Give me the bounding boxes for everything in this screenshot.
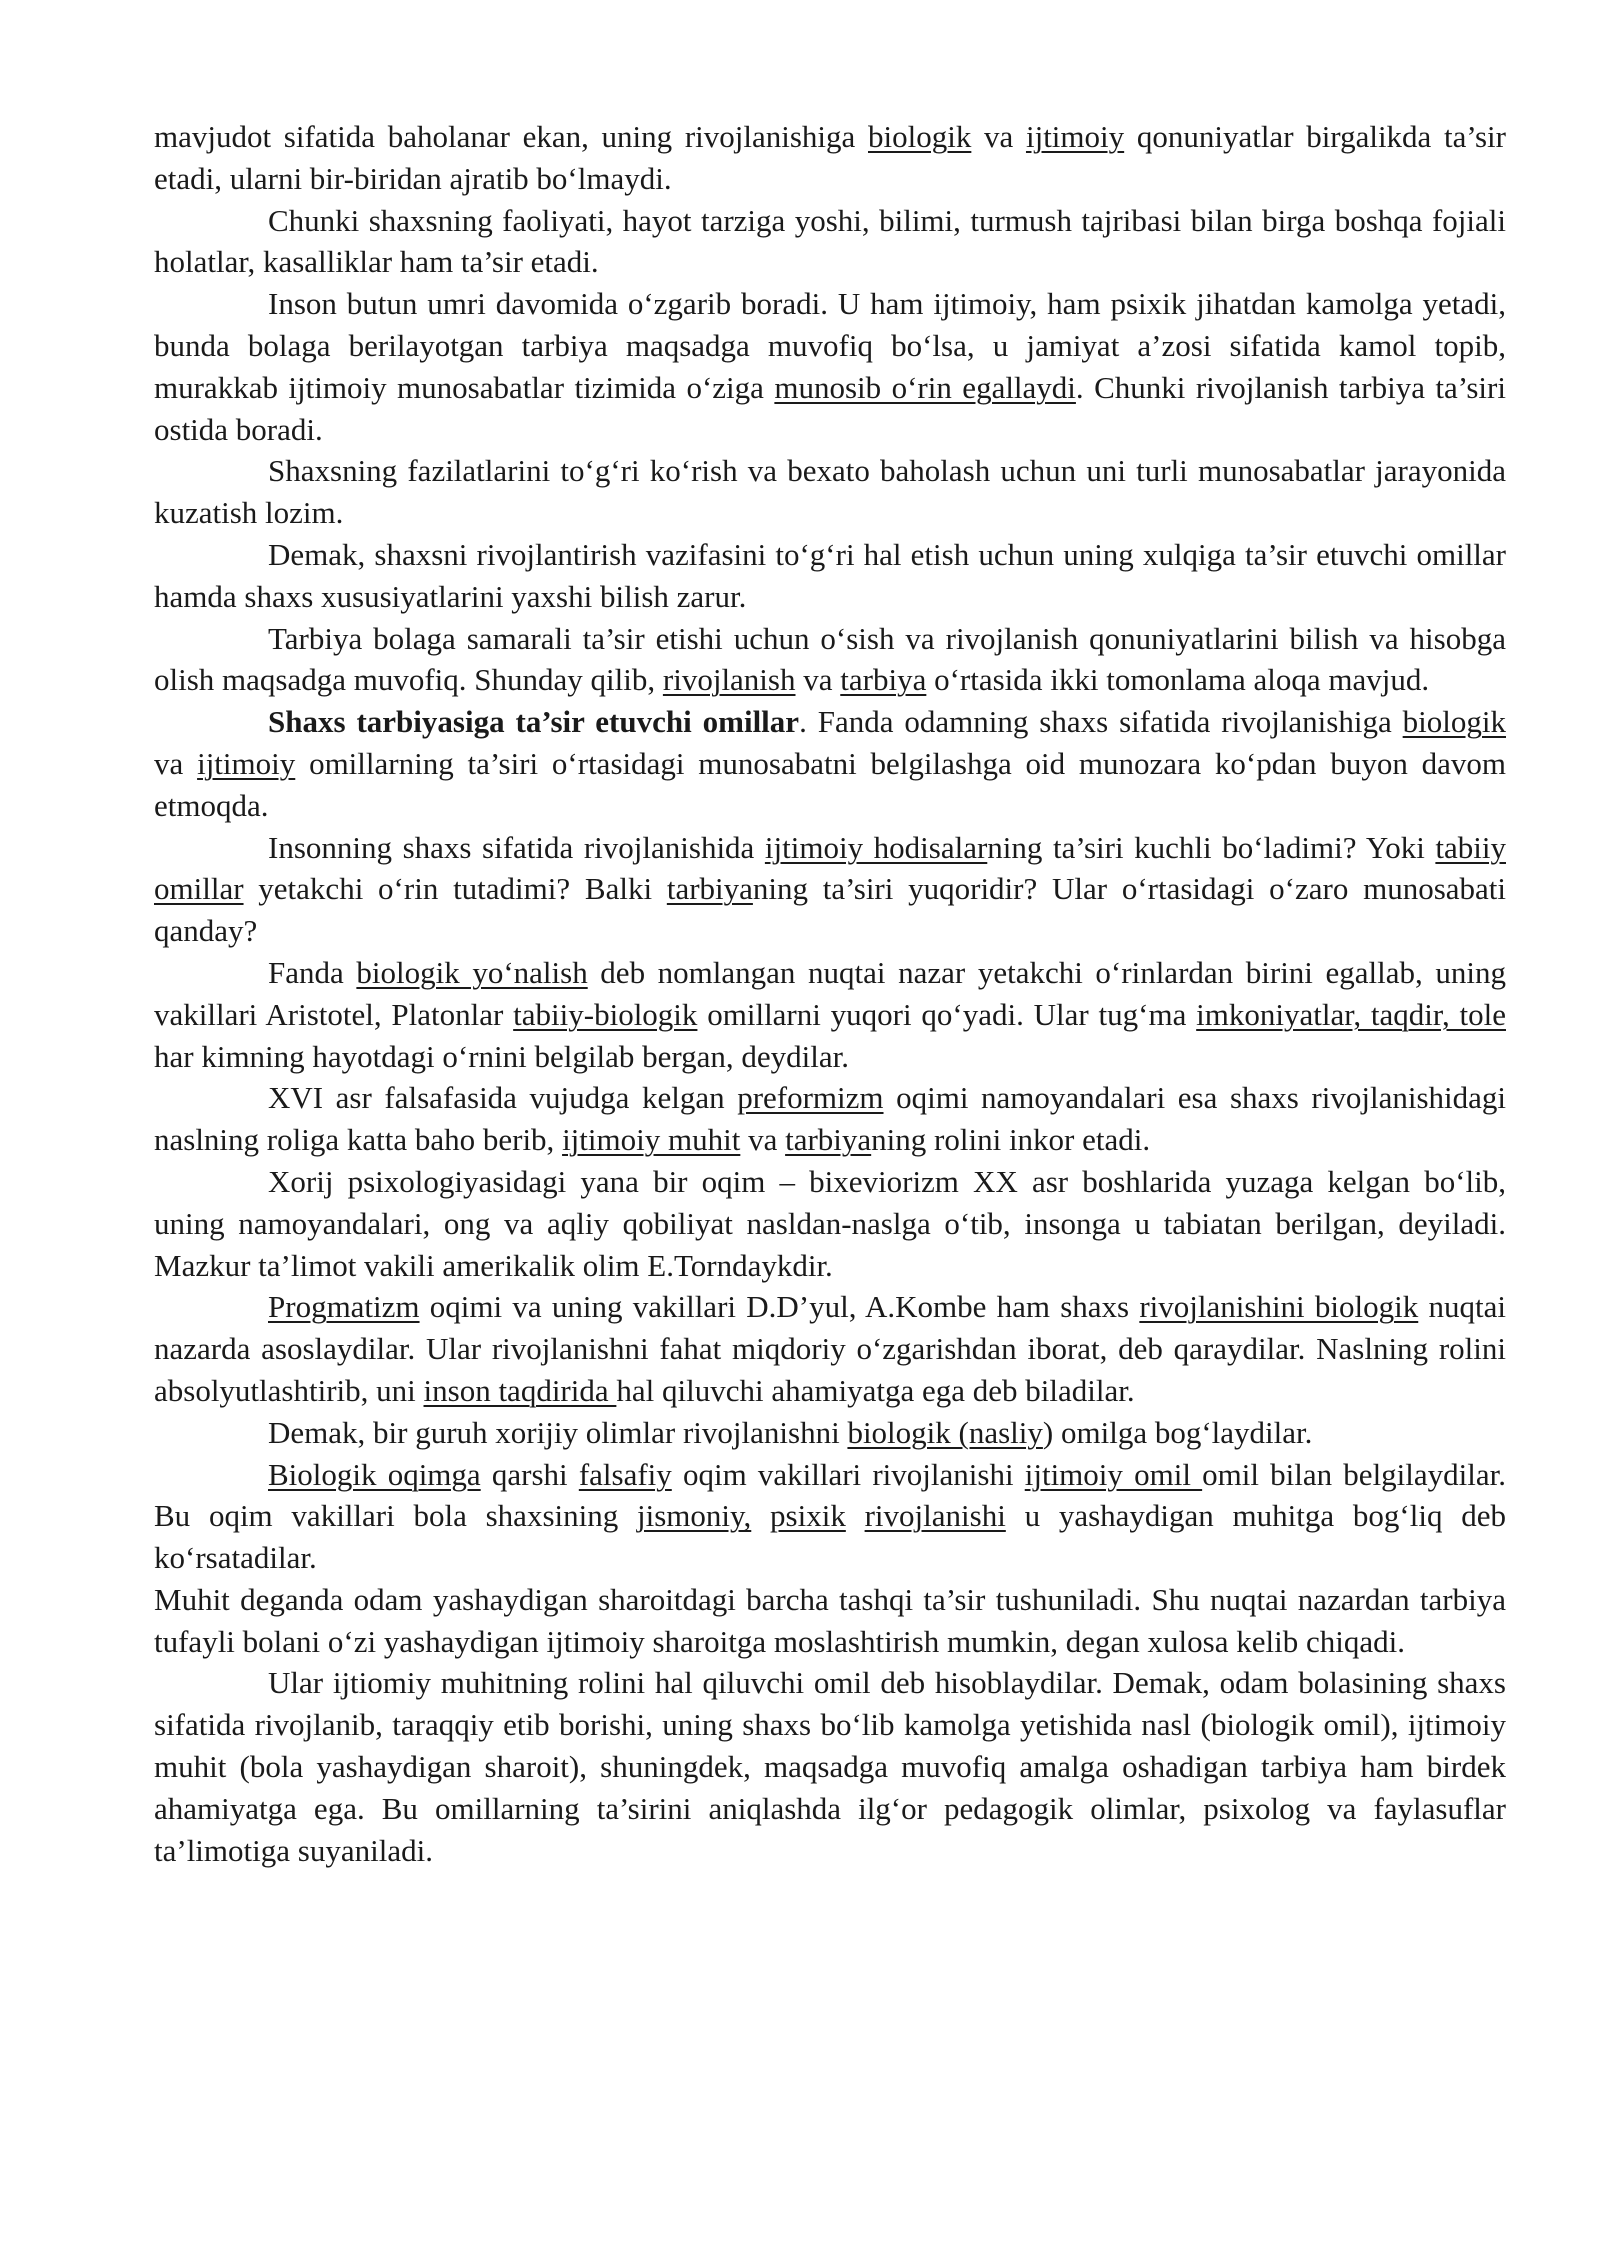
text-run: o‘rtasida ikki tomonlama aloqa mavjud. <box>926 662 1430 698</box>
text-run: har kimning hayotdagi o‘rnini belgilab bergan, deydilar. <box>154 1038 850 1074</box>
text-run: Ular ijtiomiy muhitning rolini hal qiluvchi omil deb hisoblaydilar. Demak, odam bolasining shaxs sifatida rivojlanib, taraqqiy etib borishi, uning shaxs bo‘lib kamolga yetishida nasl (biologik omil), ijtimoiy muhit (bola yashaydigan sharoit), shuningdek, maqsadga muvofiq amalga oshadigan tarbiya ham birdek ahamiyatga ega. Bu omillarning ta’sirini aniqlashda ilg‘or pedagogik olimlar, psixolog va faylasuflar ta’limotiga suyaniladi. <box>154 1665 1506 1868</box>
underlined-term: Biologik oqimga <box>268 1456 481 1492</box>
text-run: oqimi namoyandalari esa shaxs rivojlanishidagi naslning roliga katta baho berib, <box>154 1080 1506 1158</box>
paragraph <box>154 1412 1506 1454</box>
text-run: u yashaydigan muhitga bog‘liq deb ko‘rsatadilar. <box>154 1498 1506 1576</box>
underlined-term: munosib o‘rin egallaydi <box>774 369 1076 405</box>
paragraph <box>154 1579 1506 1663</box>
underlined-term: ijtimoiy <box>197 745 296 781</box>
text-run: Shaxsning fazilatlarini to‘g‘ri ko‘rish va bexato baholash uchun uni turli munosabatlar jarayonida kuzatish lozim. <box>154 453 1506 531</box>
paragraph <box>154 952 1506 1077</box>
underlined-term: jismoniy, <box>637 1498 752 1534</box>
text-run: Xorij psixologiyasidagi yana bir oqim – bixeviorizm XX asr boshlarida yuzaga kelgan bo‘lib, uning namoyandalari, ong va aqliy qobiliyat nasldan-naslga o‘tib, insonga u tabiatan berilgan, deyiladi. Mazkur ta’limot vakili amerikalik olim E.Torndaykdir. <box>154 1163 1506 1283</box>
underlined-term: tarbiya <box>785 1122 872 1158</box>
paragraph <box>154 701 1506 826</box>
text-run: yetakchi o‘rin tutadimi? Balki <box>243 871 667 907</box>
text-run: oqim vakillari rivojlanishi <box>671 1456 1025 1492</box>
paragraph <box>154 534 1506 618</box>
paragraph <box>154 827 1506 952</box>
paragraph <box>154 1286 1506 1411</box>
text-run: Fanda <box>268 954 357 990</box>
underlined-term: inson taqdirida <box>423 1372 617 1408</box>
underlined-term: Progmatizm <box>268 1289 420 1325</box>
underlined-term: falsafiy <box>578 1456 672 1492</box>
text-run: qonuniyatlar birgalikda ta’sir etadi, ularni bir-biridan ajratib bo‘lmaydi. <box>154 119 1506 196</box>
text-run: Inson butun umri davomida o‘zgarib boradi. U ham ijtimoiy, ham psixik jihatdan kamolga yetadi, bunda bolaga berilayotgan tarbiya maqsadga muvofiq bo‘lsa, u jamiyat a’zosi sifatida kamol topib, murakkab ijtimoiy munosabatlar tizimida o‘ziga <box>154 286 1506 405</box>
paragraph <box>154 1077 1506 1161</box>
underlined-term: biologik <box>868 119 972 154</box>
paragraph <box>154 1454 1506 1579</box>
text-run: oqimi va uning vakillari D.D’yul, A.Kombe ham shaxs <box>419 1289 1140 1325</box>
text-run: Demak, bir guruh xorijiy olimlar rivojlanishni <box>268 1414 848 1450</box>
text-run <box>846 1498 865 1533</box>
paragraph <box>154 450 1506 534</box>
text-run: omillarning ta’siri o‘rtasidagi munosabatni belgilashga oid munozara ko‘pdan buyon davom etmoqda. <box>154 745 1506 823</box>
underlined-term: tabiiy omillar <box>154 829 1506 907</box>
underlined-term: tarbiya <box>840 662 927 698</box>
text-run: va <box>740 1122 786 1158</box>
text-run: ning ta’siri yuqoridir? Ular o‘rtasidagi o‘zaro munosabati qanday? <box>154 871 1507 949</box>
text-run: qarshi <box>480 1456 579 1492</box>
text-run: deb nomlangan nuqtai nazar yetakchi o‘rinlardan birini egallab, uning vakillari Aristotel, Platonlar <box>154 954 1506 1032</box>
paragraph <box>154 283 1506 450</box>
text-run: hal qiluvchi ahamiyatga ega deb biladilar. <box>616 1372 1135 1408</box>
underlined-term: ijtimoiy muhit <box>562 1122 741 1158</box>
underlined-term: rivojlanish <box>662 662 796 698</box>
text-run: va <box>154 745 198 781</box>
underlined-term: tabiiy-biologik <box>513 996 698 1032</box>
underlined-term: ijtimoiy hodisalar <box>764 829 988 865</box>
text-run: omillarni yuqori qo‘yadi. Ular tug‘ma <box>697 996 1197 1032</box>
text-run: va <box>795 662 841 698</box>
text-run: . Chunki rivojlanish tarbiya ta’siri ostida boradi. <box>154 369 1506 447</box>
underlined-term: rivojlanishini biologik <box>1139 1289 1419 1325</box>
text-run: mavjudot sifatida baholanar ekan, uning rivojlanishiga <box>154 119 868 154</box>
text-run: Tarbiya bolaga samarali ta’sir etishi uchun o‘sish va rivojlanish qonuniyatlarini bilish va hisobga olish maqsadga muvofiq. Shunday qilib, <box>154 620 1506 698</box>
paragraph <box>154 1662 1506 1871</box>
underlined-term: biologik <box>1402 704 1506 740</box>
underlined-term: tarbiya <box>666 871 753 907</box>
underlined-term: biologik (nasliy <box>847 1414 1043 1450</box>
text-run: va <box>971 119 1026 154</box>
underlined-term: biologik yo‘nalish <box>356 954 588 990</box>
underlined-term: ijtimoiy omil <box>1024 1456 1203 1492</box>
text-run <box>751 1498 770 1533</box>
text-run: ning ta’siri kuchli bo‘ladimi? Yoki <box>987 829 1436 865</box>
underlined-term: preformizm <box>737 1080 884 1116</box>
paragraph <box>154 116 1506 200</box>
text-run: Muhit deganda odam yashaydigan sharoitdagi barcha tashqi ta’sir tushuniladi. Shu nuqtai nazardan tarbiya tufayli bolani o‘zi yashaydigan ijtimoiy sharoitga moslashtirish mumkin, degan xulosa kelib chiqadi. <box>154 1581 1506 1659</box>
underlined-term: imkoniyatlar, taqdir, tole <box>1196 996 1506 1032</box>
underlined-term: rivojlanishi <box>864 1498 1006 1534</box>
underlined-term: ijtimoiy <box>1025 119 1125 154</box>
bold-heading: Shaxs tarbiyasiga ta’sir etuvchi omillar <box>268 704 800 740</box>
paragraph <box>154 618 1506 702</box>
document-page <box>154 116 1506 1871</box>
text-run: ning rolini inkor etadi. <box>871 1122 1151 1158</box>
text-run: Insonning shaxs sifatida rivojlanishida <box>268 829 765 865</box>
paragraph <box>154 1161 1506 1286</box>
underlined-term: psixik <box>770 1498 846 1534</box>
text-run: ) omilga bog‘laydilar. <box>1042 1414 1313 1450</box>
text-run: . Fanda odamning shaxs sifatida rivojlanishiga <box>799 704 1403 740</box>
paragraph <box>154 200 1506 284</box>
text-run: nuqtai nazarda asoslaydilar. Ular rivojlanishni fahat miqdoriy o‘zgarishdan iborat, deb qaraydilar. Naslning rolini absolyutlashtirib, uni <box>154 1289 1506 1408</box>
text-run: Chunki shaxsning faoliyati, hayot tarziga yoshi, bilimi, turmush tajribasi bilan birga boshqa fojiali holatlar, kasalliklar ham ta’sir etadi. <box>154 202 1506 280</box>
text-run: Demak, shaxsni rivojlantirish vazifasini to‘g‘ri hal etish uchun uning xulqiga ta’sir etuvchi omillar hamda shaxs xususiyatlarini yaxshi bilish zarur. <box>154 536 1506 614</box>
text-run: XVI asr falsafasida vujudga kelgan <box>268 1080 738 1116</box>
text-run: omil bilan belgilaydilar. Bu oqim vakillari bola shaxsining <box>154 1456 1507 1534</box>
